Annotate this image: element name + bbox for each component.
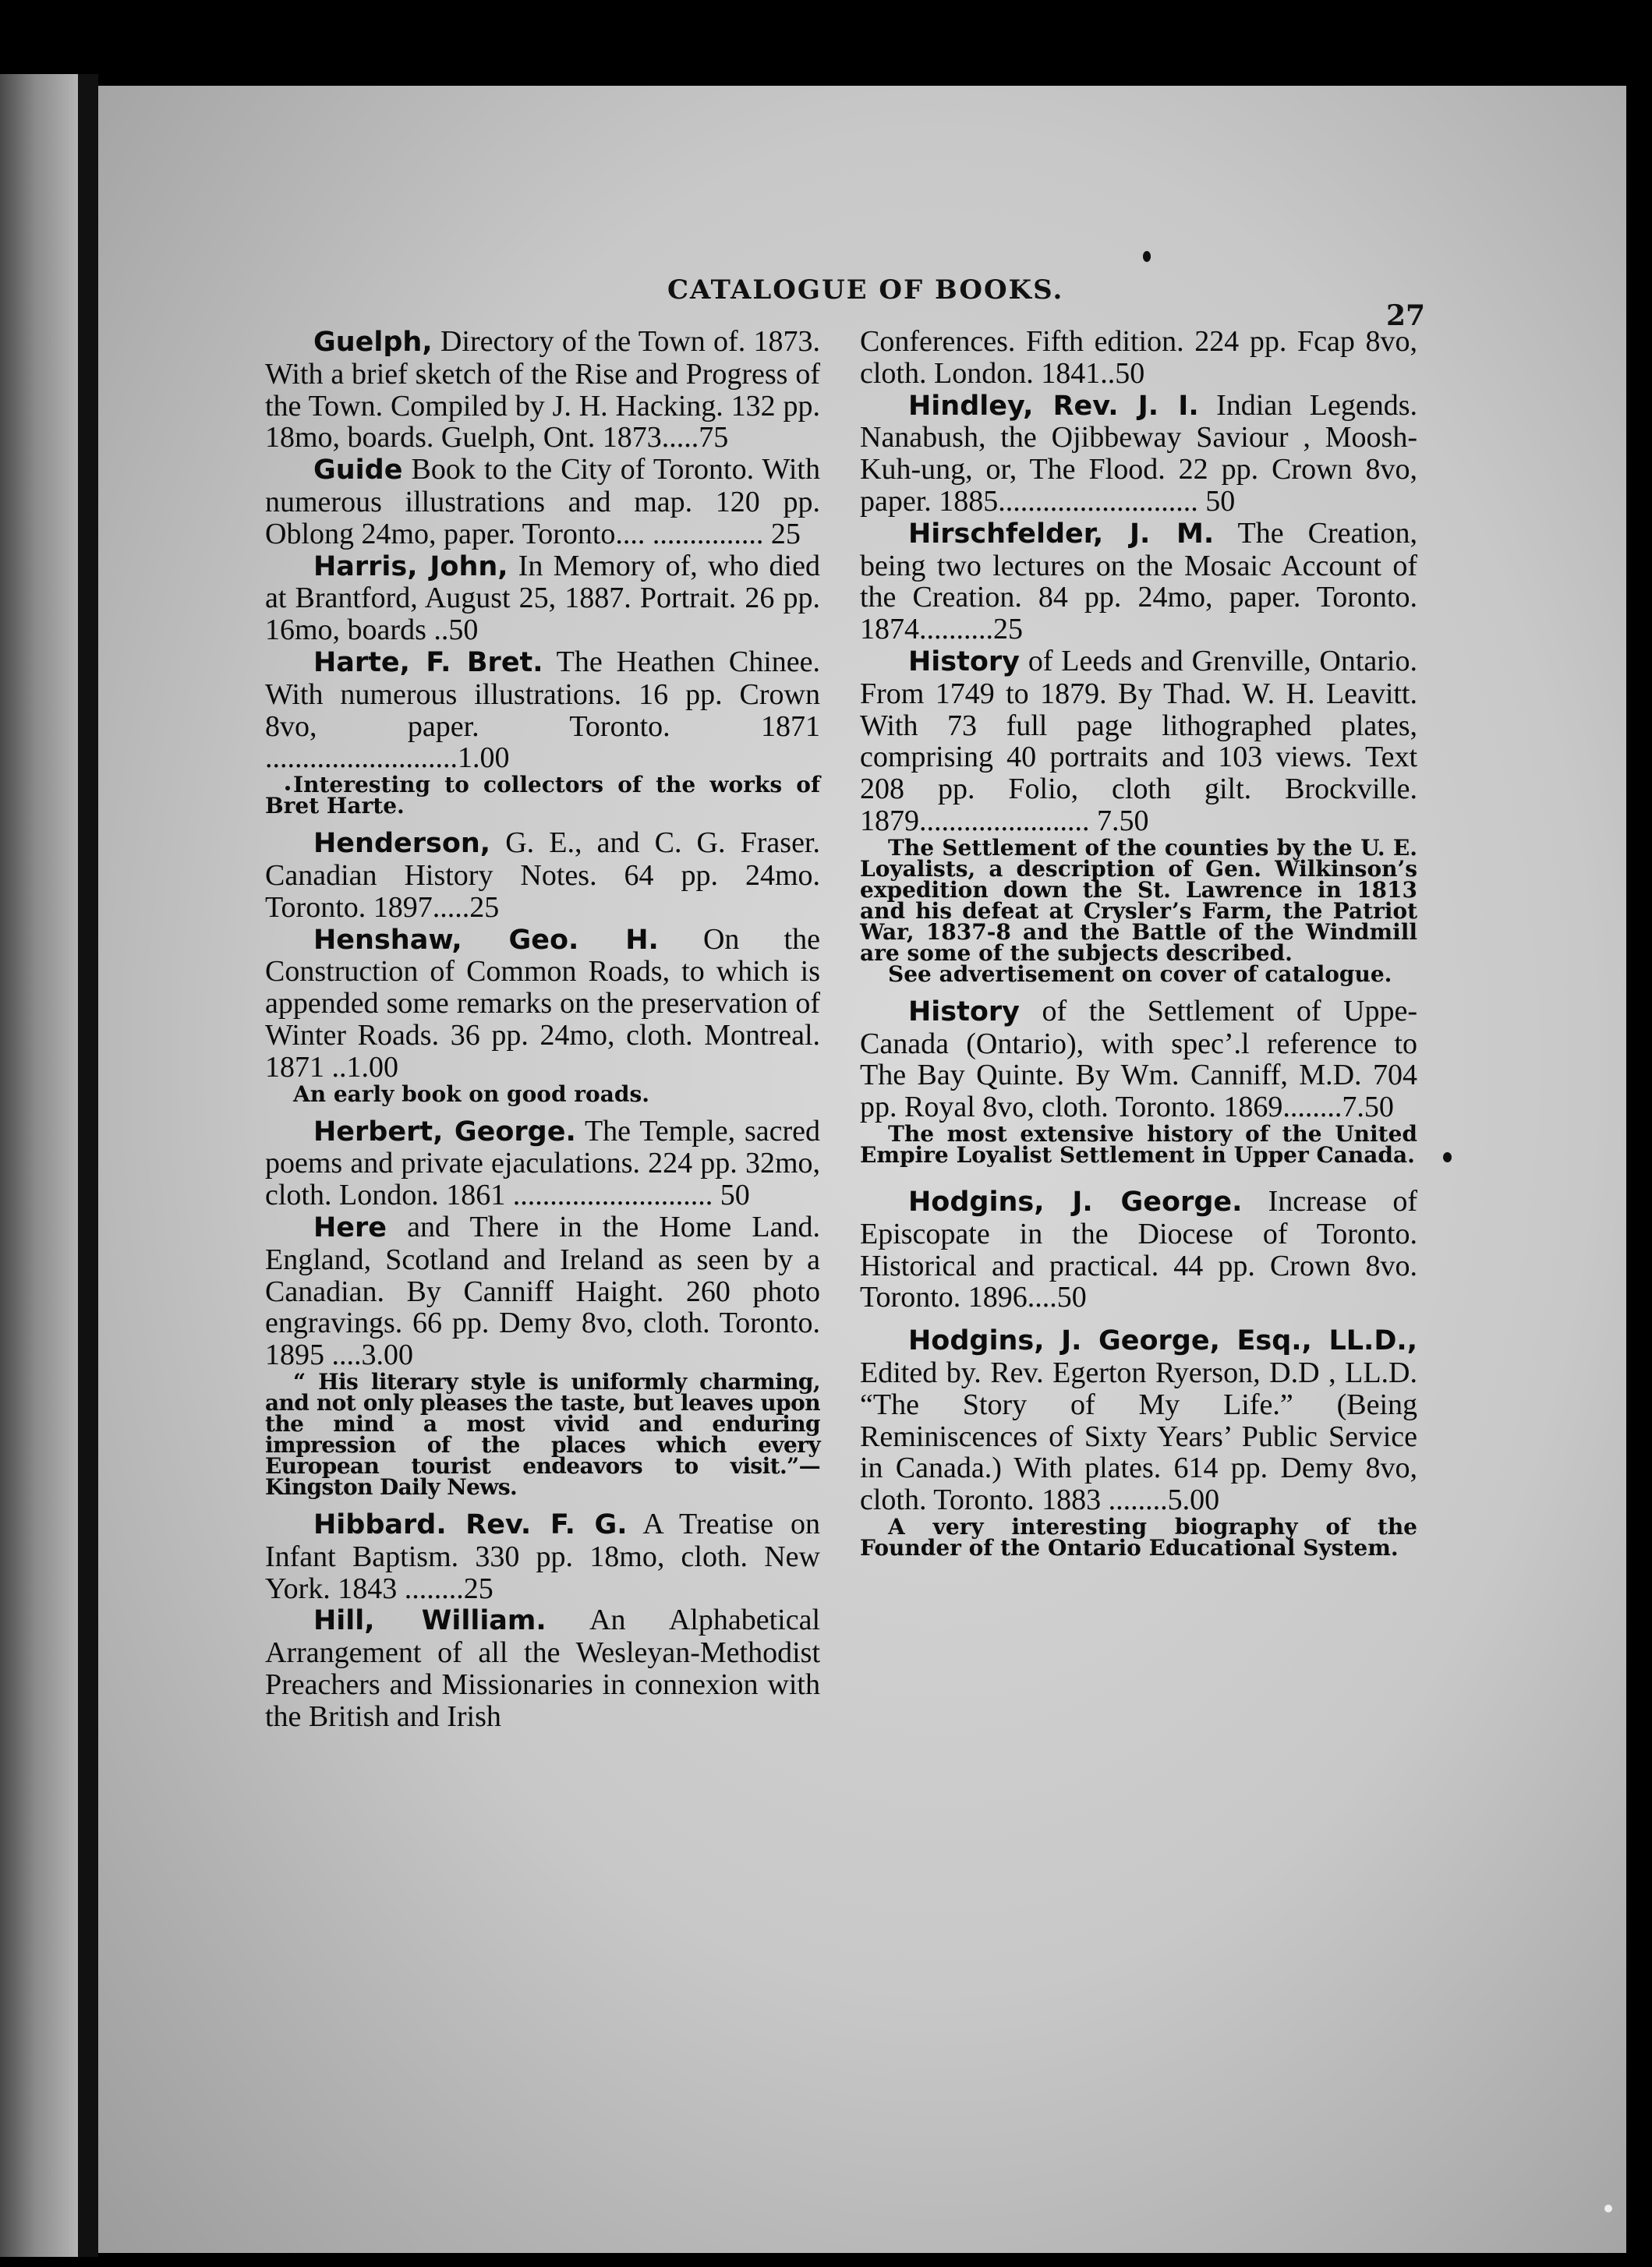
running-head: CATALOGUE OF BOOKS. — [667, 274, 1064, 306]
ink-spot — [1443, 1152, 1452, 1162]
entry-text: of the Settlement of Uppe- Canada (Ontario), with spec’.l reference to The Bay Quinte. By Wm. Canniff, M.D. 704 pp. Royal 8vo, cloth. Toronto. 1869........7.50 — [860, 994, 1417, 1124]
right-column — [860, 325, 1417, 1561]
entry-text: G. E., and C. G. Fraser. Canadian History Notes. 64 pp. 24mo. Toronto. 1897.....25 — [265, 826, 820, 924]
entry-heading: Guide — [313, 454, 403, 486]
entry-note: “ His literary style is uniformly charming, and not only pleases the taste, but leaves upon the mind a most vivid and enduring impression of the places which every European tourist endeavors to visit.”—Kingston Daily News. — [265, 1368, 820, 1500]
entry-note: A very interesting biography of the Founder of the Ontario Educational System. — [860, 1513, 1417, 1561]
page-number: 27 — [1386, 299, 1426, 332]
catalogue-entry — [265, 1211, 820, 1371]
catalogue-entry — [265, 1604, 820, 1732]
catalogue-entry — [265, 1508, 820, 1604]
entry-heading: Hill, William. — [313, 1605, 547, 1637]
catalogue-entry — [860, 996, 1417, 1123]
entry-heading: Hindley, Rev. J. I. — [908, 390, 1199, 422]
facing-page-edge — [0, 74, 78, 2257]
entry-text: and There in the Home Land. England, Scotland and Ireland as seen by a Canadian. By Canniff Haight. 260 photo engravings. 66 pp. Demy 8vo, cloth. Toronto. 1895 ....3.00 — [265, 1210, 820, 1372]
catalogue-entry — [860, 1324, 1417, 1516]
entry-note: The Settlement of the counties by the U. E. Loyalists, a description of Gen. Wilkinson’s expedition down the St. Lawrence in 1813 and his defeat at Crysler’s Farm, the Patriot War, 1837-8 and the Battle of the Windmill are some of the subjects described. — [860, 834, 1417, 966]
entry-text: Edited by. Rev. Egerton Ryerson, D.D , LL.D. “The Story of My Life.” (Being Reminiscences of Sixty Years’ Public Service in Canada.) With plates. 614 pp. Demy 8vo, cloth. Toronto. 1883 ........5.00 — [860, 1356, 1417, 1517]
entry-heading: History — [908, 645, 1020, 677]
entry-heading: History — [908, 996, 1020, 1027]
entry-note: See advertisement on cover of catalogue. — [888, 960, 1392, 987]
page-gutter — [78, 74, 98, 2257]
entry-text: of Leeds and Grenville, Ontario. From 1749 to 1879. By Thad. W. H. Leavitt. With 73 full page lithographed plates, comprising 40 portraits and 103 views. Text 208 pp. Folio, cloth gilt. Brockville. 1879....................... 7.50 — [860, 644, 1417, 837]
left-column — [265, 326, 820, 1732]
entry-heading: Herbert, George. — [313, 1116, 576, 1148]
ink-spot — [1143, 251, 1151, 262]
entry-heading: Hodgins, J. George, Esq., LL.D., — [908, 1325, 1417, 1357]
catalogue-entry — [265, 924, 820, 1084]
entry-heading: Harris, John, — [313, 550, 508, 582]
catalogue-entry — [265, 326, 820, 454]
entry-text: An Alphabetical Arrangement of all the Wesleyan-Methodist Preachers and Missionaries in connexion with the British and Irish — [265, 1604, 820, 1733]
entry-text: The Creation, being two lectures on the Mosaic Account of the Creation. 84 pp. 24mo, paper. Toronto. 1874..........25 — [860, 516, 1417, 646]
entry-heading: Here — [313, 1211, 387, 1243]
entry-note: An early book on good roads. — [293, 1080, 649, 1107]
entry-text: Increase of Episcopate in the Diocese of Toronto. Historical and practical. 44 pp. Crown 8vo. Toronto. 1896....50 — [860, 1184, 1417, 1314]
catalogue-entry — [265, 550, 820, 646]
spacer — [860, 1314, 1417, 1324]
entry-text: The Temple, sacred poems and private ejaculations. 224 pp. 32mo, cloth. London. 1861 ........................... 50 — [265, 1114, 820, 1212]
ink-spot — [1604, 2205, 1612, 2212]
catalogue-entry — [265, 646, 820, 774]
spacer — [860, 1165, 1417, 1186]
entry-text: Book to the City of Toronto. With numerous illustrations and map. 120 pp. Oblong 24mo, paper. Toronto.... ............... 25 — [265, 453, 820, 550]
entry-text: In Memory of, who died at Brantford, August 25, 1887. Portrait. 26 pp. 16mo, boards ..50 — [265, 549, 820, 647]
catalogue-entry — [265, 1116, 820, 1211]
catalogue-entry — [860, 645, 1417, 837]
catalogue-entry-continued — [860, 326, 1417, 390]
catalogue-entry — [860, 390, 1417, 518]
entry-text: A Treatise on Infant Baptism. 330 pp. 18mo, cloth. New York. 1843 ........25 — [265, 1507, 820, 1605]
entry-text: The Heathen Chinee. With numerous illustrations. 16 pp. Crown 8vo, paper. Toronto. 1871 ..........................1.00 — [265, 645, 820, 775]
entry-heading: Harte, F. Bret. — [313, 646, 543, 678]
entry-text: Conferences. Fifth edition. 224 pp. Fcap 8vo, cloth. London. 1841..50 — [860, 325, 1417, 390]
entry-note: The most extensive history of the United Empire Loyalist Settlement in Upper Canada. — [860, 1120, 1417, 1168]
catalogue-entry — [265, 827, 820, 923]
entry-heading: Henshaw, Geo. H. — [313, 924, 659, 956]
catalogue-entry — [265, 454, 820, 550]
entry-text: On the Construction of Common Roads, to which is appended some remarks on the preservation of Winter Roads. 36 pp. 24mo, cloth. Montreal. 1871 ..1.00 — [265, 922, 820, 1084]
entry-heading: Hibbard. Rev. F. G. — [313, 1508, 628, 1540]
entry-text: Indian Legends. Nanabush, the Ojibbeway Saviour , Moosh-Kuh-ung, or, The Flood. 22 pp. Crown 8vo, paper. 1885........................... 50 — [860, 388, 1417, 518]
entry-heading: Guelph, — [313, 327, 433, 358]
entry-heading: Henderson, — [313, 828, 491, 860]
entry-text: Directory of the Town of. 1873. With a brief sketch of the Rise and Progress of the Town. Compiled by J. H. Hacking. 132 pp. 18mo, boards. Guelph, Ont. 1873.....75 — [265, 325, 820, 454]
entry-heading: Hodgins, J. George. — [908, 1186, 1243, 1218]
catalogue-entry — [860, 518, 1417, 645]
entry-heading: Hirschfelder, J. M. — [908, 518, 1215, 550]
catalogue-entry — [860, 1186, 1417, 1314]
entry-note: Interesting to collectors of the works of Bret Harte. — [265, 772, 820, 819]
